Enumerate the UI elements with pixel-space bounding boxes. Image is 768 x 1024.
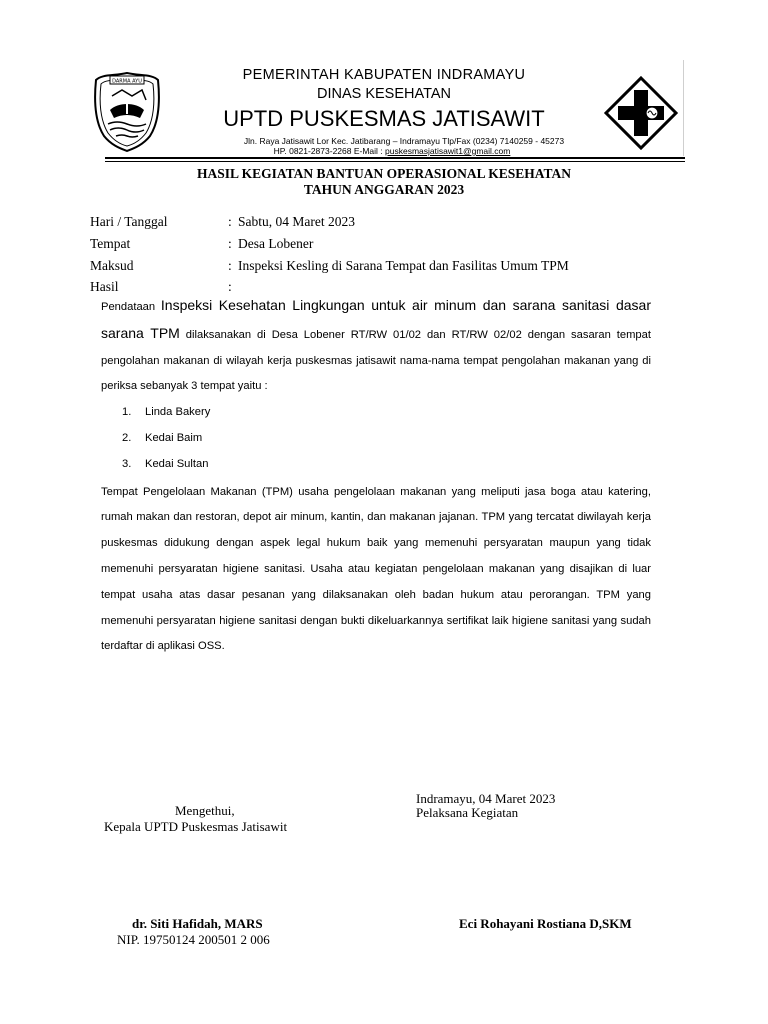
contact-prefix: HP. 0821-2873-2268 E-Mail : [273,146,386,156]
department-name: DINAS KESEHATAN [316,86,452,102]
list-number: 1. [122,406,132,419]
intro-paragraph [101,293,651,400]
result-body [101,293,651,660]
head-nip: NIP. 19750124 200501 2 006 [117,932,270,947]
government-name: PEMERINTAH KABUPATEN INDRAMAYU [242,67,526,83]
info-label: Hari / Tanggal [90,214,168,229]
intro-rest: dilaksanakan di Desa Lobener RT/RW 01/02 dan RT/RW 02/02 dengan sasaran tempat pengolahan makanan di wilayah kerja puskesmas jatisawit nama-nama tempat pengolahan makanan yang di periksa sebanyak 3 tempat yaitu : [101,328,651,393]
executor-role: Pelaksana Kegiatan [416,805,519,820]
address-line: Jln. Raya Jatisawit Lor Kec. Jatibarang – Indramayu Tlp/Fax (0234) 7140259 - 45273 [243,136,565,146]
header-divider-thin [105,161,685,162]
info-colon: : [228,258,232,273]
list-item [101,426,651,452]
list-text: Linda Bakery [145,406,211,419]
info-value: Desa Lobener [238,236,314,251]
intro-highlight: Inspeksi Kesehatan Lingkungan untuk air minum dan sarana sanitasi dasar sarana TPM [101,297,651,341]
info-colon: : [228,214,232,229]
acknowledgement-label: Mengethui, [175,803,235,818]
list-text: Kedai Baim [145,431,203,444]
executor-name: Eci Rohayani Rostiana D,SKM [459,916,632,931]
svg-text:DARMA AYU: DARMA AYU [112,78,142,85]
institution-name: UPTD PUSKESMAS JATISAWIT [223,106,545,131]
puskesmas-cross-icon [604,76,678,150]
header-edge-line [683,60,684,156]
report-title: HASIL KEGIATAN BANTUAN OPERASIONAL KESEHATAN [196,166,572,181]
info-label: Tempat [90,236,131,251]
head-role: Kepala UPTD Puskesmas Jatisawit [104,819,288,834]
info-label: Hasil [90,279,119,294]
info-value: Sabtu, 04 Maret 2023 [238,214,355,229]
list-number: 2. [122,431,132,444]
info-colon: : [228,236,232,251]
email-link[interactable]: puskesmasjatisawit1@gmail.com [385,146,511,156]
intro-lead: Pendataan [101,301,161,313]
list-number: 3. [122,457,132,470]
place-date: Indramayu, 04 Maret 2023 [416,791,556,806]
info-label: Maksud [90,258,134,273]
info-colon: : [228,279,232,294]
info-value: Inspeksi Kesling di Sarana Tempat dan Fasilitas Umum TPM [238,258,569,273]
head-name: dr. Siti Hafidah, MARS [132,916,263,931]
report-subtitle: TAHUN ANGGARAN 2023 [303,182,465,197]
list-text: Kedai Sultan [145,457,209,470]
list-item [101,452,651,478]
letterhead [0,0,768,170]
tpm-list [101,400,651,477]
header-divider [105,157,685,159]
list-item [101,400,651,426]
tpm-description-paragraph: Tempat Pengelolaan Makanan (TPM) usaha pengelolaan makanan yang meliputi jasa boga atau katering, rumah makan dan restoran, depot air minum, kantin, dan makanan jajanan. TPM yang tercatat diwilayah kerja puskesmas didukung dengan aspek legal hukum baik yang memenuhi persyaratan maupun yang tidak memenuhi persyaratan higiene sanitasi. Usaha atau kegiatan pengelolaan makanan yang disajikan di luar tempat usaha atas dasar pesanan yang dilaksanakan oleh badan hukum atau perorangan. TPM yang memenuhi persyaratan higiene sanitasi dengan bukti dikeluarkannya sertifikat laik higiene sanitasi yang sudah terdaftar di aplikasi OSS. [101,485,651,653]
